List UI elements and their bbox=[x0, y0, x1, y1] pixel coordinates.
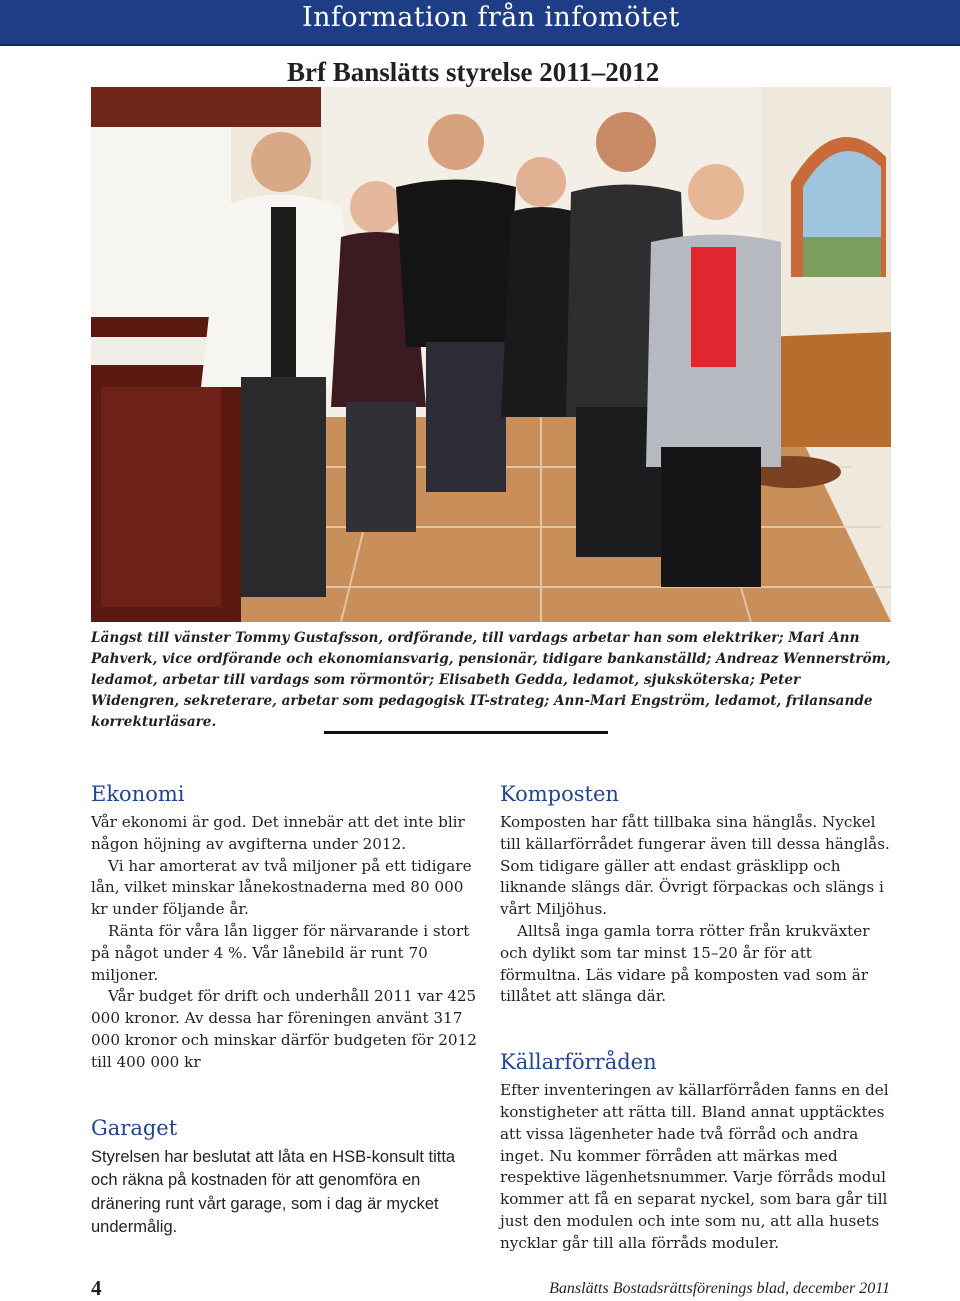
header-banner bbox=[0, 0, 960, 46]
heading-komposten: Komposten bbox=[500, 782, 619, 806]
right-column bbox=[500, 780, 892, 1273]
section-divider bbox=[324, 731, 608, 734]
group-photo bbox=[91, 87, 891, 622]
group-photo-illustration bbox=[91, 87, 891, 622]
photo-caption: Längst till vänster Tommy Gustafsson, ordförande, till vardags arbetar han som elektriker; Mari Ann Pahverk, vice ordförande och ekonomiansvarig, pensionär, tidigare bankanställd; Andreaz Wennerström, ledamot, arbetar till vardags som rörmontör; Elisabeth Gedda, ledamot, sjuksköterska; Peter Widengren, sekreterare, arbetar som pedagogisk IT-strateg; Ann-Mari Engström, ledamot, frilansande korrekturläsare. bbox=[91, 630, 891, 730]
paragraph: Styrelsen har beslutat att låta en HSB-konsult titta och räkna på kostnaden för att genomföra en dränering runt vårt garage, som i dag är mycket undermålig. bbox=[91, 1147, 456, 1237]
heading-kallarforraden: Källarförråden bbox=[500, 1050, 657, 1075]
paragraph: Vi har amorterat av två miljoner på ett tidigare lån, vilket minskar lånekostnaderna med 80 000 kr under följande år. bbox=[91, 856, 472, 919]
paragraph: Vår budget för drift och underhåll 2011 var 425 000 kronor. Av dessa har föreningen använt 317 000 kronor och minskar därför budgeten för 2012 till 400 000 kr bbox=[91, 987, 477, 1071]
publication-footer: Banslätts Bostadsrättsförenings blad, december 2011 bbox=[549, 1280, 890, 1297]
paragraph: Komposten har fått tillbaka sina hänglås. Nyckel till källarförrådet fungerar även till dessa hänglås. Som tidigare gäller att endast gräsklipp och liknande slängs där. Övrigt förpackas och slängs i vårt Miljöhus. bbox=[500, 813, 890, 919]
heading-ekonomi: Ekonomi bbox=[91, 782, 185, 806]
paragraph: Vår ekonomi är god. Det innebär att det inte blir någon höjning av avgifterna under 2012. bbox=[91, 813, 465, 853]
paragraph: Efter inventeringen av källarförråden fanns en del konstigheter att rätta till. Bland annat upptäcktes att vissa lägenheter hade två förråd och andra inget. Nu kommer förråden att märkas med respektive lägenhetsnummer. Varje förråds modul kommer att få en separat nyckel, som bara går till just den modulen och inte som nu, att alla husets nycklar går till alla förråds moduler. bbox=[500, 1081, 889, 1252]
paragraph: Ränta för våra lån ligger för närvarande i stort på något under 4 %. Vår lånebild är runt 70 miljoner. bbox=[91, 921, 470, 984]
page-title: Brf Banslätts styrelse 2011–2012 bbox=[287, 57, 660, 87]
section-komposten bbox=[500, 780, 892, 1008]
section-kallarforraden bbox=[500, 1048, 892, 1254]
paragraph: Alltså inga gamla torra rötter från krukväxter och dylikt som tar minst 15–20 år för att förmultna. Läs vidare på komposten vad som är tillåtet att slänga där. bbox=[500, 921, 870, 1006]
section-garaget bbox=[91, 1114, 483, 1240]
heading-garaget: Garaget bbox=[91, 1115, 178, 1140]
page-number: 4 bbox=[91, 1276, 102, 1300]
banner-title: Information från infomötet bbox=[302, 2, 680, 33]
section-ekonomi bbox=[91, 780, 483, 1074]
left-column bbox=[91, 780, 483, 1258]
